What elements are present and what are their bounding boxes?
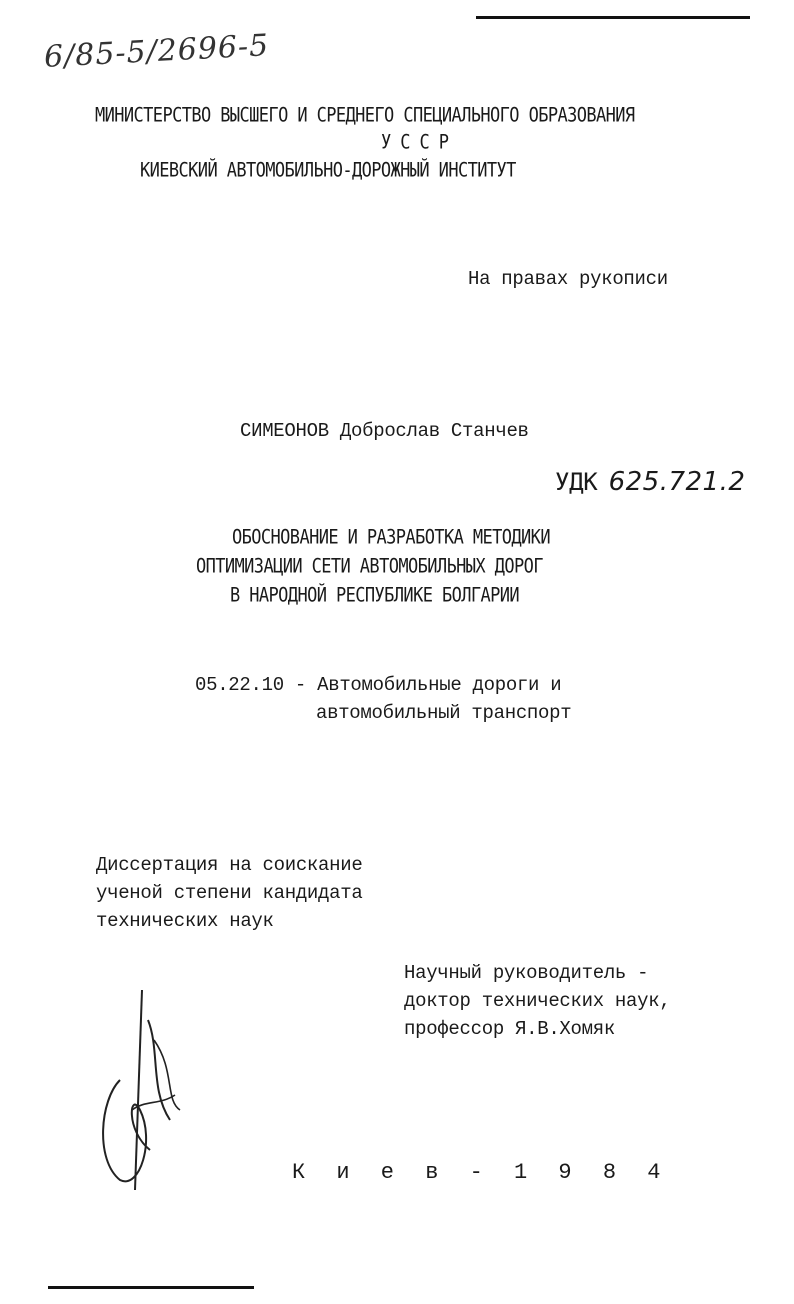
institute-name: КИЕВСКИЙ АВТОМОБИЛЬНО-ДОРОЖНЫЙ ИНСТИТУТ	[140, 159, 516, 182]
country-name: У С С Р	[381, 131, 449, 154]
top-rule	[476, 16, 750, 19]
title-line-1: ОБОСНОВАНИЕ И РАЗРАБОТКА МЕТОДИКИ	[232, 526, 550, 549]
advisor-line-3: профессор Я.В.Хомяк	[404, 1018, 615, 1040]
udk-label: УДК	[555, 468, 598, 496]
advisor-line-1: Научный руководитель -	[404, 962, 649, 984]
ministry-name: МИНИСТЕРСТВО ВЫСШЕГО И СРЕДНЕГО СПЕЦИАЛЬНОГО ОБРАЗОВАНИЯ	[95, 104, 635, 127]
signature	[80, 980, 200, 1210]
title-line-2: ОПТИМИЗАЦИИ СЕТИ АВТОМОБИЛЬНЫХ ДОРОГ	[196, 555, 543, 578]
advisor-line-2: доктор технических наук,	[404, 990, 671, 1012]
bottom-rule	[48, 1286, 254, 1289]
dissertation-line-1: Диссертация на соискание	[96, 854, 363, 876]
specialty-line-2: автомобильный транспорт	[316, 702, 572, 724]
udk-number: 625.721.2	[608, 467, 746, 497]
city-year: К и е в - 1 9 8 4	[292, 1160, 670, 1185]
dissertation-line-2: ученой степени кандидата	[96, 882, 363, 904]
udk-code	[555, 467, 745, 497]
author-name: СИМЕОНОВ Доброслав Станчев	[240, 420, 529, 442]
specialty-line-1: 05.22.10 - Автомобильные дороги и	[195, 674, 562, 696]
archive-code: 6/85-5/2696-5	[43, 28, 271, 75]
dissertation-line-3: технических наук	[96, 910, 274, 932]
title-line-3: В НАРОДНОЙ РЕСПУБЛИКЕ БОЛГАРИИ	[230, 584, 520, 607]
manuscript-note: На правах рукописи	[468, 268, 668, 290]
